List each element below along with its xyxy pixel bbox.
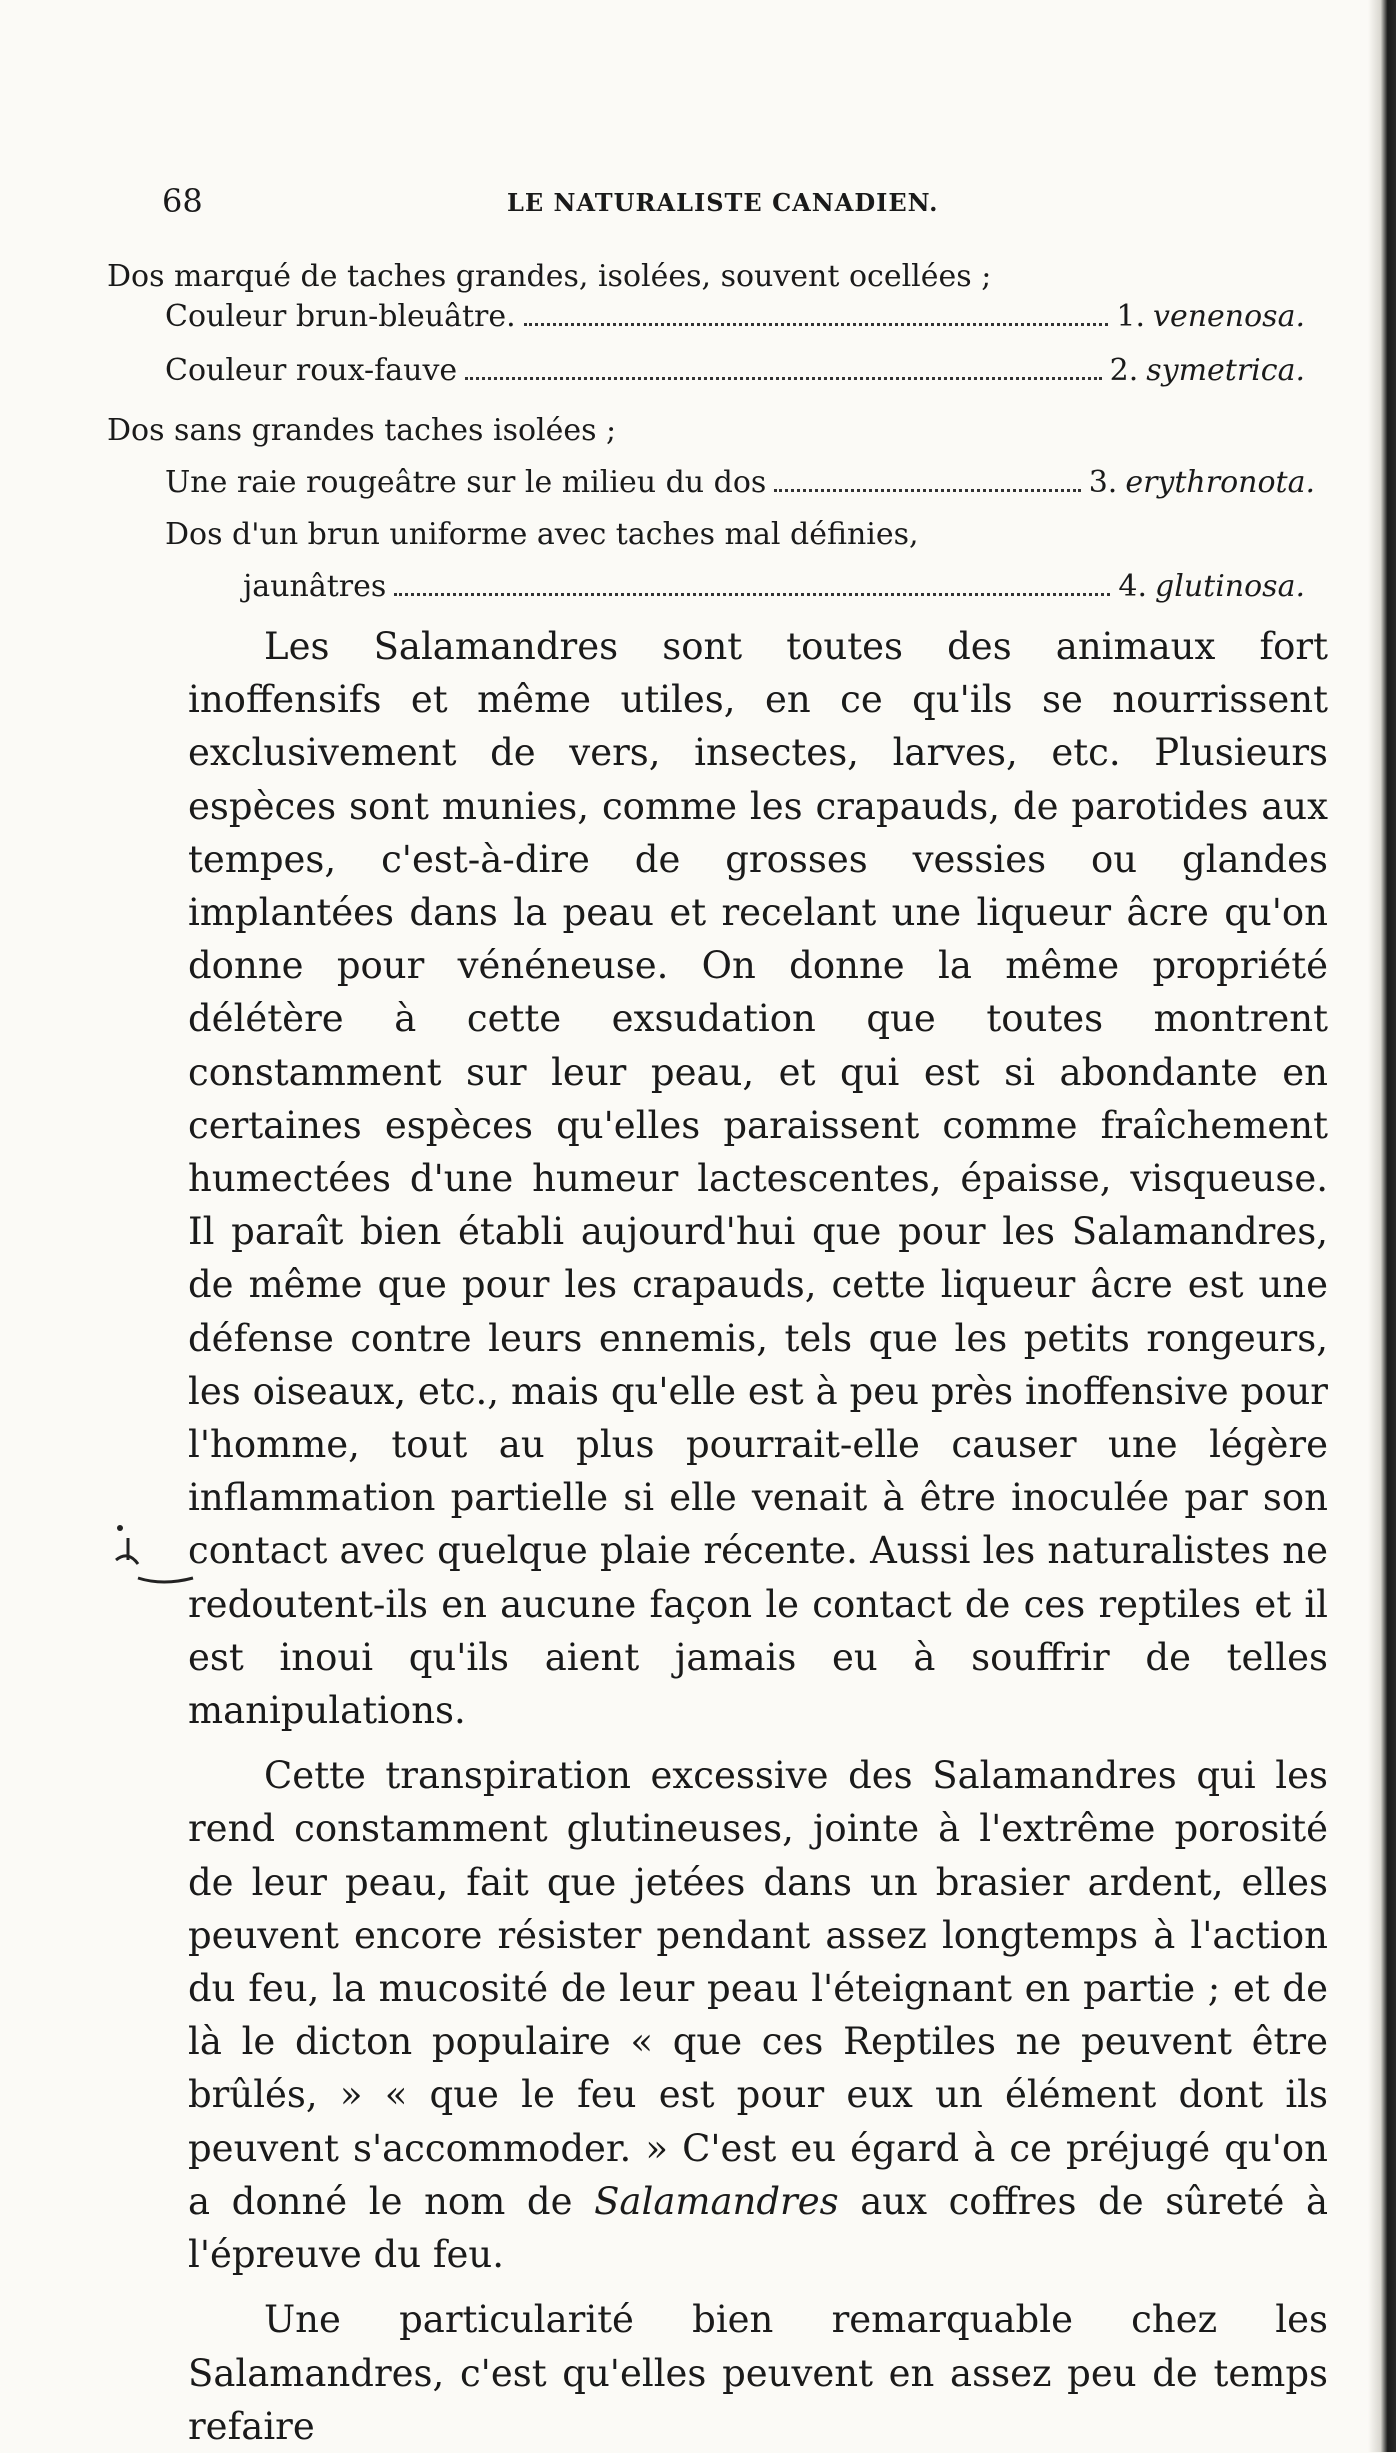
- key-group2-heading: Dos sans grandes taches isolées ;: [107, 413, 617, 448]
- handwritten-correction-mark: [108, 1520, 198, 1600]
- key-entry-species: venenosa.: [1153, 299, 1305, 334]
- dot-leader: [465, 377, 1101, 380]
- page-edge-shadow: [1368, 0, 1396, 2452]
- page-header: [162, 182, 1312, 226]
- key-entry-number: 2.: [1109, 353, 1139, 388]
- key-entry-4: [243, 565, 1305, 609]
- key-entry-species: glutinosa.: [1155, 569, 1305, 604]
- key-entry-species: erythronota.: [1125, 465, 1315, 500]
- dot-leader: [524, 323, 1109, 326]
- page-number: 68: [162, 182, 203, 220]
- key-entry-label: jaunâtres: [243, 569, 387, 604]
- paragraph: Une particularité bien remarquable chez les Salamandres, c'est qu'elles peuvent en assez peu de temps refaire: [188, 2298, 1328, 2448]
- key-entry-number: 1.: [1116, 299, 1146, 334]
- body-text: [188, 620, 1328, 2453]
- key-entry-label: Couleur roux-fauve: [165, 353, 458, 388]
- running-title: LE NATURALISTE CANADIEN.: [507, 188, 939, 217]
- key-entry-1: [165, 295, 1305, 339]
- key-entry-2: [165, 349, 1305, 393]
- dot-leader: [774, 489, 1080, 492]
- key-entry-number: 4.: [1118, 569, 1148, 604]
- paragraph: Les Salamandres sont toutes des animaux fort inoffensifs et même utiles, en ce qu'ils se nourrissent exclusivement de vers, insectes, larves, etc. Plusieurs espèces sont munies, comme les crapauds, de parotides aux tempes, c'est-à-dire de grosses vessies ou glandes implantées dans la peau et recelant une liqueur âcre qu'on donne pour vénéneuse. On donne la même propriété délétère à cette exsudation que toutes montrent constamment sur leur peau, et qui est si abondante en certaines espèces qu'elles paraissent comme fraîchement humectées d'une humeur lactescentes, épaisse, visqueuse. Il paraît bien établi aujourd'hui que pour les Salamandres, de même que pour les crapauds, cette liqueur âcre est une défense contre leurs ennemis, tels que les petits rongeurs, les oiseaux, etc., mais qu'elle est à peu près inoffensive pour l'homme, tout au plus pourrait-elle causer une légère inflammation partielle si elle venait à être inoculée par son contact avec quelque plaie récente. Aussi les naturalistes ne redoutent-ils en aucune façon le contact de ces reptiles et il est inoui qu'ils aient jamais eu à souffrir de telles manipulations.: [188, 625, 1328, 1733]
- key-entry-3: [165, 461, 1315, 505]
- italic-term: Salamandres: [594, 2179, 839, 2223]
- key-entry-4-first-line: Dos d'un brun uniforme avec taches mal définies,: [165, 517, 919, 552]
- key-entry-label: Couleur brun-bleuâtre.: [165, 299, 516, 334]
- key-entry-species: symetrica.: [1146, 353, 1305, 388]
- key-entry-number: 3.: [1088, 465, 1118, 500]
- paragraph: Cette transpiration excessive des Salamandres qui les rend constamment glutineuses, jointe à l'extrême porosité de leur peau, fait que jetées dans un brasier ardent, elles peuvent encore résister pendant assez longtemps à l'action du feu, la mucosité de leur peau l'éteignant en partie ; et de là le dicton populaire « que ces Reptiles ne peuvent être brûlés, » « que le feu est pour eux un élément dont ils peuvent s'accommoder. » C'est eu égard à ce préjugé qu'on a donné le nom de Salamandres aux coffres de sûreté à l'épreuve du feu.: [188, 1754, 1329, 2277]
- key-entry-label: Une raie rougeâtre sur le milieu du dos: [165, 465, 767, 500]
- key-group1-heading: Dos marqué de taches grandes, isolées, souvent ocellées ;: [107, 259, 992, 294]
- dot-leader: [394, 593, 1110, 596]
